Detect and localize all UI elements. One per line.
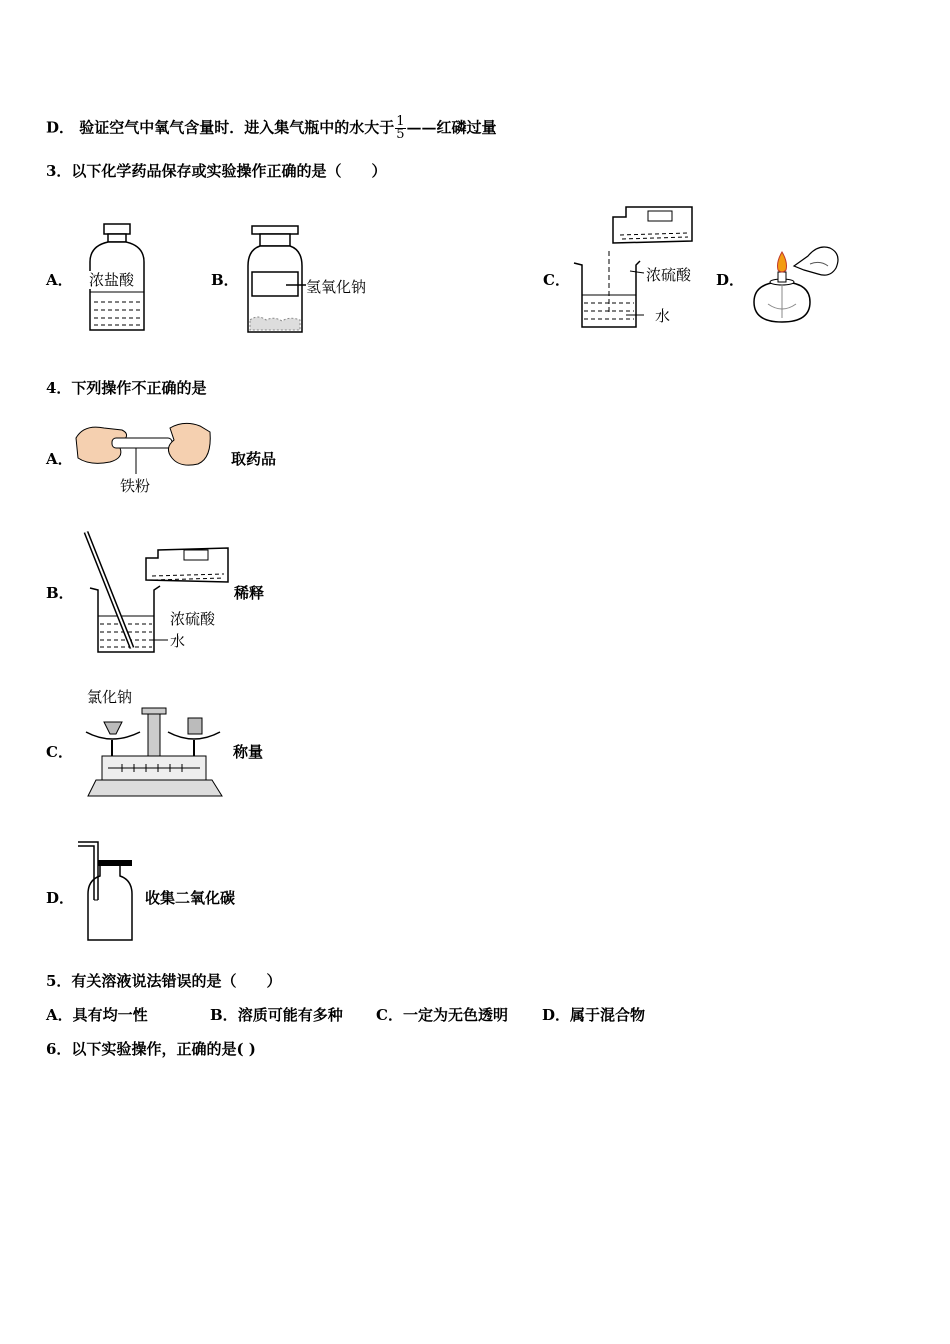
option-text: 具有均一性 [72,1006,148,1024]
bottle-label-naoh: 氢氧化钠 [306,278,367,296]
fraction-numerator: 1 [396,114,405,129]
q2-option-d [46,116,497,141]
bottle-label-hcl: 浓盐酸 [89,271,135,289]
label-water: 水 [170,632,186,650]
option-text: 溶质可能有多种 [237,1006,343,1024]
q4-option-d-caption: 收集二氧化碳 [145,889,236,907]
option-letter: D． [542,1006,571,1024]
q4-option-c-letter: C． [46,743,73,761]
q4-option-d-letter: D． [46,889,75,907]
q3-option-a-letter: A． [46,271,73,289]
q5-option-b [210,1006,343,1024]
q5-option-d [542,1006,645,1024]
option-letter: B． [210,1006,238,1024]
option-letter: C． [376,1006,403,1024]
q3-option-b-letter: B． [211,271,239,289]
option-text: 验证空气中氧气含量时．进入集气瓶中的水大于 [79,118,395,137]
option-text: 属于混合物 [570,1006,646,1024]
label-conc-sulfuric-acid: 浓硫酸 [170,610,216,628]
q4-stem: 4．下列操作不正确的是 [46,379,207,397]
dilution-stirring-illustration [80,530,230,656]
label-water: 水 [655,307,671,325]
q4-option-b-letter: B． [46,584,74,602]
q6-stem: 6．以下实验操作，正确的是( ) [46,1040,256,1058]
fraction-denominator: 5 [396,127,405,142]
q4-option-b-caption: 稀释 [234,584,265,602]
q4-option-c-caption: 称量 [233,743,264,761]
reagent-bottle-naoh-illustration [244,224,306,336]
q5-option-c [376,1006,508,1024]
option-letter: D． [46,118,75,137]
label-conc-sulfuric-acid: 浓硫酸 [646,266,692,284]
option-letter: A． [46,1006,73,1024]
option-text: 一定为无色透明 [402,1006,508,1024]
q4-option-a-letter: A． [46,450,73,468]
gas-collection-bottle-illustration [74,840,140,944]
q3-stem: 3．以下化学药品保存或实验操作正确的是（ ） [46,162,387,180]
q4-option-a-caption: 取药品 [231,450,277,468]
q3-option-d-letter: D． [716,271,745,289]
fraction [395,116,405,141]
option-text-after: ——红磷过量 [406,118,497,137]
label-iron-powder: 铁粉 [120,477,151,495]
alcohol-lamp-lighting-illustration [748,238,844,328]
label-sodium-chloride: 氯化钠 [87,688,133,706]
q3-option-c-letter: C． [543,271,570,289]
q5-stem: 5．有关溶液说法错误的是（ ） [46,972,282,990]
q5-option-a [46,1006,148,1024]
balance-weighing-illustration [82,704,226,800]
